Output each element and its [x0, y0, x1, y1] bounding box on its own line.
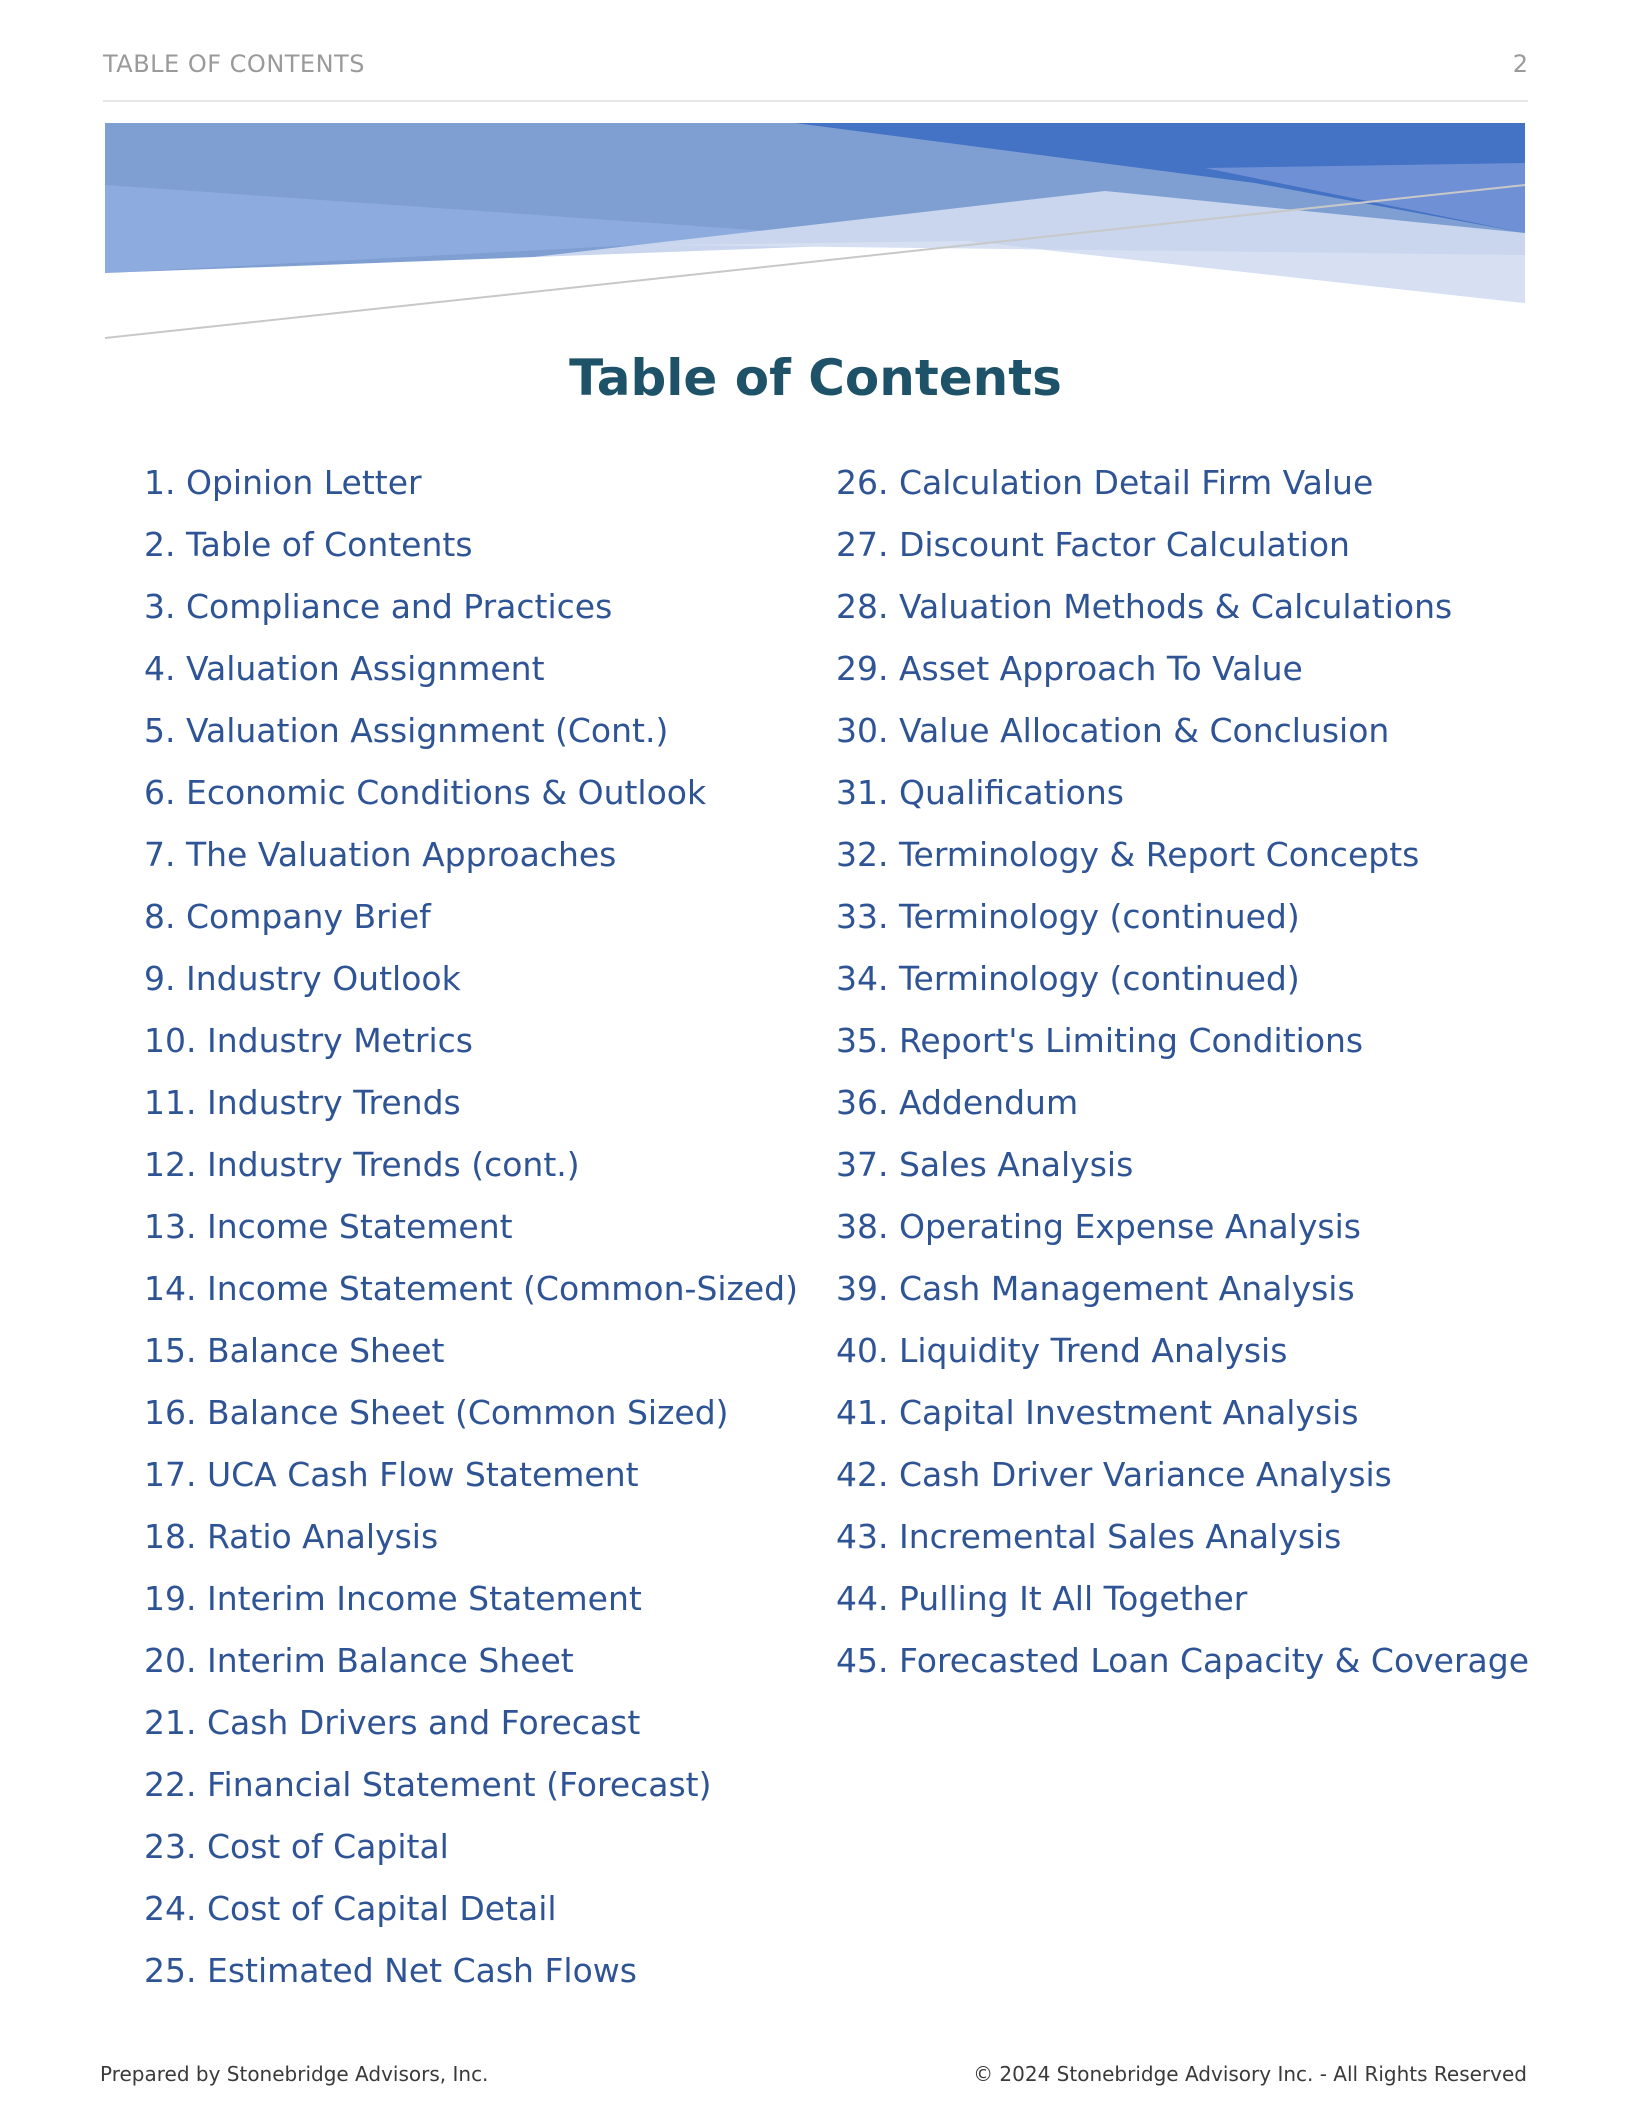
toc-entry[interactable]: 14. Income Statement (Common-Sized): [144, 1269, 799, 1308]
toc-entry[interactable]: 18. Ratio Analysis: [144, 1517, 439, 1556]
toc-entry[interactable]: 22. Financial Statement (Forecast): [144, 1765, 712, 1804]
toc-right-column: [836, 452, 1536, 1692]
header-page-number: 2: [1512, 50, 1528, 78]
toc-entry[interactable]: 39. Cash Management Analysis: [836, 1269, 1355, 1308]
toc-entry[interactable]: 7. The Valuation Approaches: [144, 835, 617, 874]
toc-entry[interactable]: 41. Capital Investment Analysis: [836, 1393, 1359, 1432]
toc-entry[interactable]: 26. Calculation Detail Firm Value: [836, 463, 1374, 502]
toc-entry[interactable]: 11. Industry Trends: [144, 1083, 461, 1122]
toc-entry[interactable]: 36. Addendum: [836, 1083, 1079, 1122]
page-header: [103, 44, 1528, 102]
toc-entry[interactable]: 45. Forecasted Loan Capacity & Coverage: [836, 1641, 1529, 1680]
page-title: Table of Contents: [569, 349, 1062, 407]
toc-entry[interactable]: 4. Valuation Assignment: [144, 649, 545, 688]
toc-entry[interactable]: 29. Asset Approach To Value: [836, 649, 1303, 688]
toc-entry[interactable]: 27. Discount Factor Calculation: [836, 525, 1350, 564]
toc-entry[interactable]: 28. Valuation Methods & Calculations: [836, 587, 1453, 626]
toc-entry[interactable]: 5. Valuation Assignment (Cont.): [144, 711, 669, 750]
toc-entry[interactable]: 33. Terminology (continued): [836, 897, 1300, 936]
toc-entry[interactable]: 3. Compliance and Practices: [144, 587, 613, 626]
toc-entry[interactable]: 43. Incremental Sales Analysis: [836, 1517, 1342, 1556]
toc-entry[interactable]: 40. Liquidity Trend Analysis: [836, 1331, 1288, 1370]
toc-entry[interactable]: 10. Industry Metrics: [144, 1021, 473, 1060]
toc-entry[interactable]: 1. Opinion Letter: [144, 463, 422, 502]
footer-prepared-by: Prepared by Stonebridge Advisors, Inc.: [100, 2062, 489, 2086]
toc-entry[interactable]: 2. Table of Contents: [144, 525, 473, 564]
toc-entry[interactable]: 6. Economic Conditions & Outlook: [144, 773, 707, 812]
toc-entry[interactable]: 38. Operating Expense Analysis: [836, 1207, 1361, 1246]
toc-entry[interactable]: 31. Qualifications: [836, 773, 1124, 812]
toc-entry[interactable]: 9. Industry Outlook: [144, 959, 461, 998]
toc-entry[interactable]: 21. Cash Drivers and Forecast: [144, 1703, 641, 1742]
toc-entry[interactable]: 42. Cash Driver Variance Analysis: [836, 1455, 1392, 1494]
toc-entry[interactable]: 30. Value Allocation & Conclusion: [836, 711, 1390, 750]
toc-entry[interactable]: 34. Terminology (continued): [836, 959, 1300, 998]
toc-entry[interactable]: 44. Pulling It All Together: [836, 1579, 1248, 1618]
toc-entry[interactable]: 8. Company Brief: [144, 897, 431, 936]
footer-copyright: © 2024 Stonebridge Advisory Inc. - All Rights Reserved: [973, 2062, 1527, 2086]
toc-entry[interactable]: 23. Cost of Capital: [144, 1827, 449, 1866]
page-footer: [100, 2062, 1527, 2092]
toc-entry[interactable]: 15. Balance Sheet: [144, 1331, 445, 1370]
toc-entry[interactable]: 35. Report's Limiting Conditions: [836, 1021, 1364, 1060]
toc-entry[interactable]: 20. Interim Balance Sheet: [144, 1641, 574, 1680]
toc-entry[interactable]: 25. Estimated Net Cash Flows: [144, 1951, 637, 1990]
toc-entry[interactable]: 13. Income Statement: [144, 1207, 513, 1246]
toc-left-column: [144, 452, 814, 2002]
toc-entry[interactable]: 24. Cost of Capital Detail: [144, 1889, 557, 1928]
header-section-title: TABLE OF CONTENTS: [103, 50, 365, 78]
toc-entry[interactable]: 12. Industry Trends (cont.): [144, 1145, 580, 1184]
toc-entry[interactable]: 37. Sales Analysis: [836, 1145, 1134, 1184]
toc-entry[interactable]: 32. Terminology & Report Concepts: [836, 835, 1420, 874]
toc-entry[interactable]: 17. UCA Cash Flow Statement: [144, 1455, 639, 1494]
toc-entry[interactable]: 16. Balance Sheet (Common Sized): [144, 1393, 729, 1432]
toc-entry[interactable]: 19. Interim Income Statement: [144, 1579, 642, 1618]
header-banner-graphic: [105, 123, 1525, 343]
